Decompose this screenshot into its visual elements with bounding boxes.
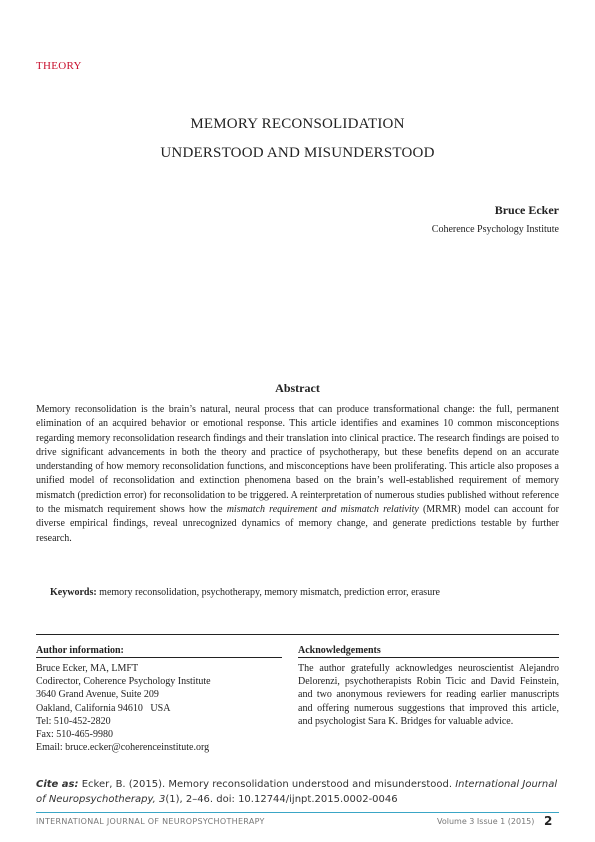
author-name: Bruce Ecker	[494, 203, 559, 217]
citation-label: Cite as:	[36, 779, 79, 790]
acknowledgements-rule	[298, 657, 559, 658]
article-title-line1: MEMORY RECONSOLIDATION	[190, 116, 405, 132]
citation-text-1: Ecker, B. (2015). Memory reconsolidation understood and misunderstood.	[78, 779, 456, 790]
footer-rule	[36, 812, 559, 813]
author-info-block	[36, 662, 286, 754]
author-info-heading: Author information:	[36, 645, 124, 656]
acknowledgements-heading: Acknowledgements	[298, 645, 381, 656]
author-info-line: 3640 Grand Avenue, Suite 209	[36, 689, 159, 701]
abstract-heading: Abstract	[275, 381, 320, 395]
abstract-text-1: Memory reconsolidation is the brain’s natural, neural process that can produce transformational change: the full, permanent elimination of an acquired behavior or emotional response. This article identifies and examines 10 common misconceptions regarding memory reconsolidation research findings and their translation into clinical practice. The research findings are poised to drive significant advancements in both the theory and practice of psychotherapy, but these benefits depend on an accurate understanding of how memory reconsolidation functions, and misconceptions have been proliferating. This article also proposes a unified model of reconsolidation and extinction phenomena based on the brain’s well-established requirement of memory mismatch (prediction error) for reconsolidation to be triggered. A reinterpretation of numerous studies published without reference to the mismatch requirement shows how the	[36, 404, 559, 516]
keywords-text: memory reconsolidation, psychotherapy, memory mismatch, prediction error, erasure	[96, 587, 440, 598]
page-number: 2	[544, 814, 553, 828]
author-email[interactable]: Email: bruce.ecker@coherenceinstitute.org	[36, 742, 210, 754]
footer-journal-name: INTERNATIONAL JOURNAL OF NEUROPSYCHOTHERAPY	[36, 817, 265, 826]
citation	[36, 777, 559, 807]
citation-journal: International Journal of Neuropsychotherapy, 3	[36, 779, 558, 805]
author-info-line: Codirector, Coherence Psychology Institute	[36, 676, 211, 688]
author-info-line: Oakland, California 94610 USA	[36, 702, 171, 714]
abstract-italic: mismatch requirement and mismatch relativity	[226, 504, 419, 516]
acknowledgements-text: The author gratefully acknowledges neuroscientist Alejandro Delorenzi, psychotherapists Robin Ticic and David Feinstein, and two anonymous reviewers for reading earlier manuscripts and offering numerous suggestions that improved this article, and psychologist Sara K. Bridges for valuable advice.	[298, 663, 559, 727]
abstract-text-2: (MRMR) model can account for diverse empirical findings, reveal unrecognized dynamics of memory change, and generate predictions testable by further research.	[36, 504, 559, 544]
author-affiliation: Coherence Psychology Institute	[431, 224, 559, 235]
author-info-rule	[36, 657, 282, 658]
citation-text-2: (1), 2–46. doi: 10.12744/ijnpt.2015.0002-0046	[165, 794, 398, 805]
author-info-line: Fax: 510-465-9980	[36, 729, 113, 741]
section-divider	[36, 634, 559, 635]
footer-issue: Volume 3 Issue 1 (2015)	[437, 817, 535, 826]
keywords-label: Keywords:	[50, 587, 97, 598]
article-title-line2: UNDERSTOOD AND MISUNDERSTOOD	[160, 145, 435, 161]
section-tag: THEORY	[36, 60, 82, 72]
abstract-body	[36, 403, 559, 546]
author-info-line: Bruce Ecker, MA, LMFT	[36, 663, 139, 674]
author-info-line: Tel: 510-452-2820	[36, 715, 111, 727]
keywords	[50, 587, 440, 598]
